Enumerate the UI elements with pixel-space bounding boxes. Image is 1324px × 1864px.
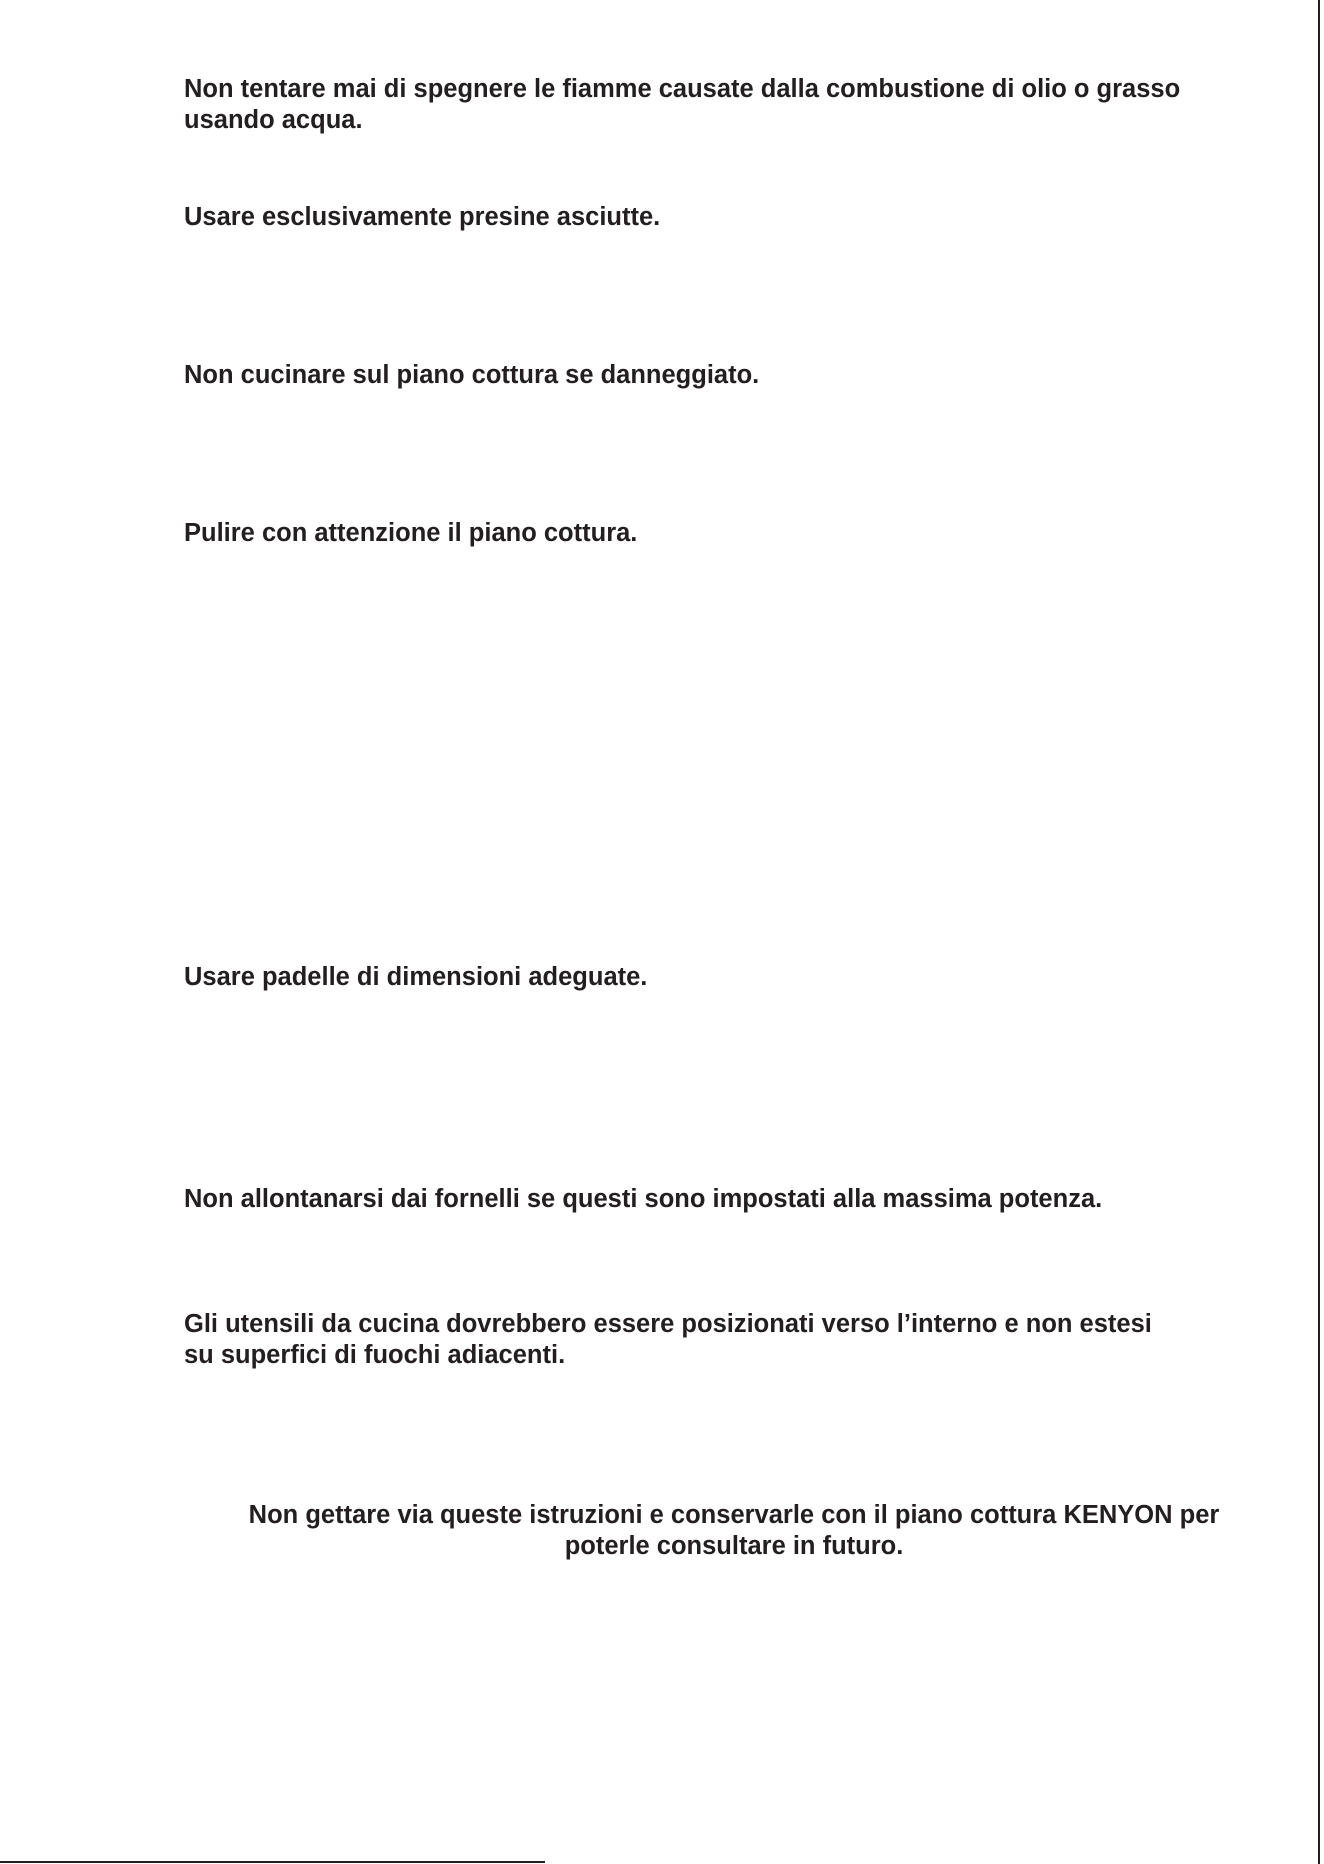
instruction-clean-carefully (184, 518, 637, 549)
instruction-line: usando acqua. (184, 106, 363, 134)
instruction-no-damaged-hob (184, 360, 759, 391)
page-right-border (1318, 0, 1320, 1864)
closing-line: poterle consultare in futuro. (564, 1532, 904, 1560)
instruction-line: Non tentare mai di spegnere le fiamme causate dalla combustione di olio o grasso (184, 75, 1181, 103)
instruction-line: Usare padelle di dimensioni adeguate. (184, 963, 648, 991)
instruction-line: Pulire con attenzione il piano cottura. (184, 519, 638, 547)
closing-note-keep-instructions (184, 1500, 1284, 1562)
instruction-line: Non allontanarsi dai fornelli se questi sono impostati alla massima potenza. (184, 1185, 1103, 1213)
instruction-line: Gli utensili da cucina dovrebbero essere posizionati verso l’interno e non estesi (184, 1310, 1152, 1338)
instruction-correct-pan-size (184, 962, 647, 993)
closing-line: Non gettare via queste istruzioni e conservarle con il piano cottura KENYON per (248, 1501, 1220, 1529)
page-bottom-border (0, 1861, 545, 1863)
instruction-line: Non cucinare sul piano cottura se danneggiato. (184, 361, 760, 389)
instruction-do-not-leave-unattended (184, 1184, 1102, 1215)
instruction-dry-oven-gloves (184, 202, 660, 233)
instruction-no-water-on-oil-fire (184, 74, 1180, 136)
instruction-line: su superfici di fuochi adiacenti. (184, 1341, 566, 1369)
instruction-handles-inward (184, 1309, 1152, 1371)
instruction-line: Usare esclusivamente presine asciutte. (184, 203, 661, 231)
